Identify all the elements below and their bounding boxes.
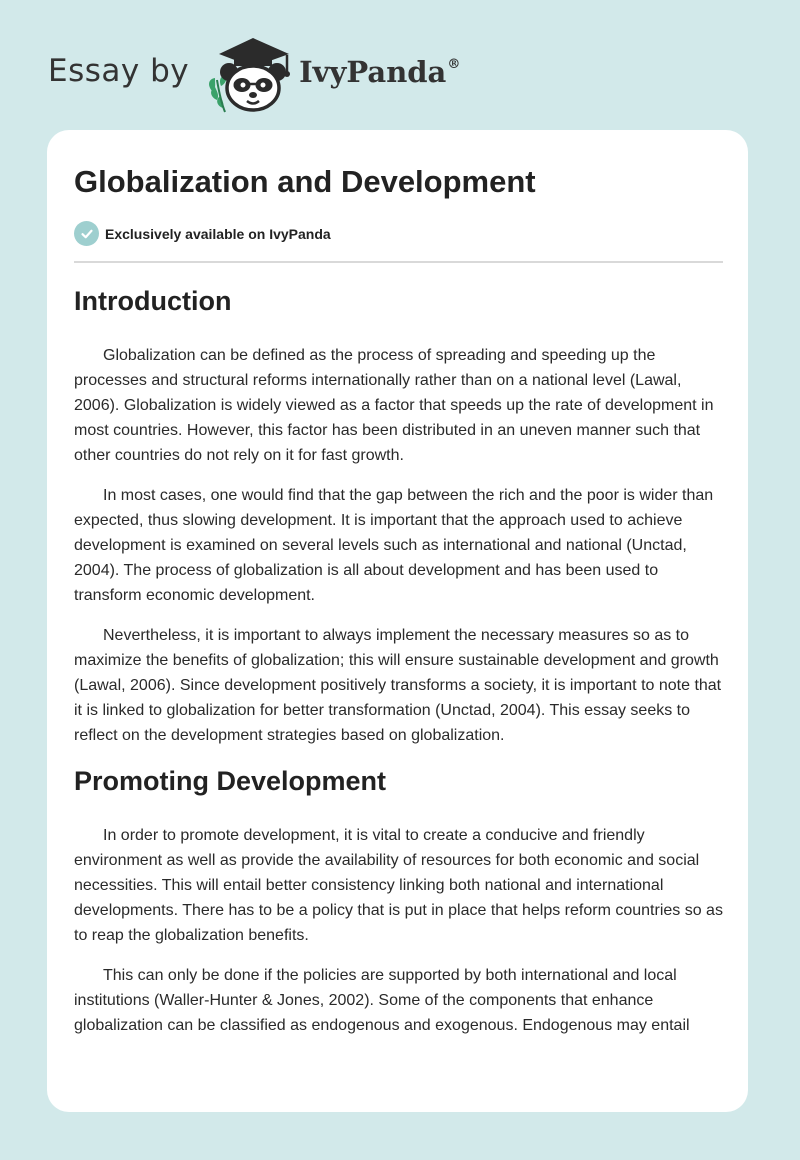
paragraph: In order to promote development, it is vital to create a conducive and friendly environment as well as provide the availability of resources for both economic and social necessities. This will entail better consistency linking both national and international developments. There has to be a policy that is put in place that helps reform countries so as to reap the globalization benefits.	[74, 827, 723, 944]
section-heading-introduction: Introduction	[74, 286, 232, 316]
brand-name	[299, 55, 460, 89]
panda-graduate-logo-icon[interactable]	[203, 34, 295, 114]
paragraph: Nevertheless, it is important to always implement the necessary measures so as to maximize the benefits of globalization; this will ensure sustainable development and growth (Lawal, 2006). Since development positively transforms a society, it is important to note that it is linked to globalization for better transformation (Unctad, 2004). This essay seeks to reflect on the development strategies based on globalization.	[74, 627, 722, 744]
exclusive-badge-text: Exclusively available on IvyPanda	[105, 225, 331, 242]
essay-card	[47, 130, 748, 1112]
section-heading-promoting-development: Promoting Development	[74, 766, 387, 796]
paragraph: This can only be done if the policies are supported by both international and local institutions (Waller-Hunter & Jones, 2002). Some of the components that enhance globalization can be classified as endogenous and exogenous. Endogenous may entail	[74, 967, 690, 1034]
brand-header	[48, 34, 460, 114]
registered-mark: ®	[447, 57, 461, 72]
essay-content	[74, 281, 723, 1052]
paragraph: In most cases, one would find that the gap between the rich and the poor is wider than expected, thus slowing development. It is important that the approach used to achieve development is examined on several levels such as international and national (Unctad, 2004). The process of globalization is all about development and has been used to transform economic development.	[74, 487, 714, 604]
brand-name-text: IvyPanda	[299, 55, 447, 89]
check-circle-icon	[74, 221, 99, 246]
brand-prefix: Essay by	[48, 53, 190, 89]
essay-title: Globalization and Development	[74, 164, 536, 199]
title-divider	[74, 261, 723, 263]
paragraph: Globalization can be defined as the process of spreading and speeding up the processes and structural reforms internationally rather than on a national level (Lawal, 2006). Globalization is widely viewed as a factor that speeds up the rate of development in most countries. However, this factor has been distributed in an uneven manner such that other countries do not rely on it for fast growth.	[74, 347, 714, 464]
exclusive-badge	[74, 221, 331, 246]
